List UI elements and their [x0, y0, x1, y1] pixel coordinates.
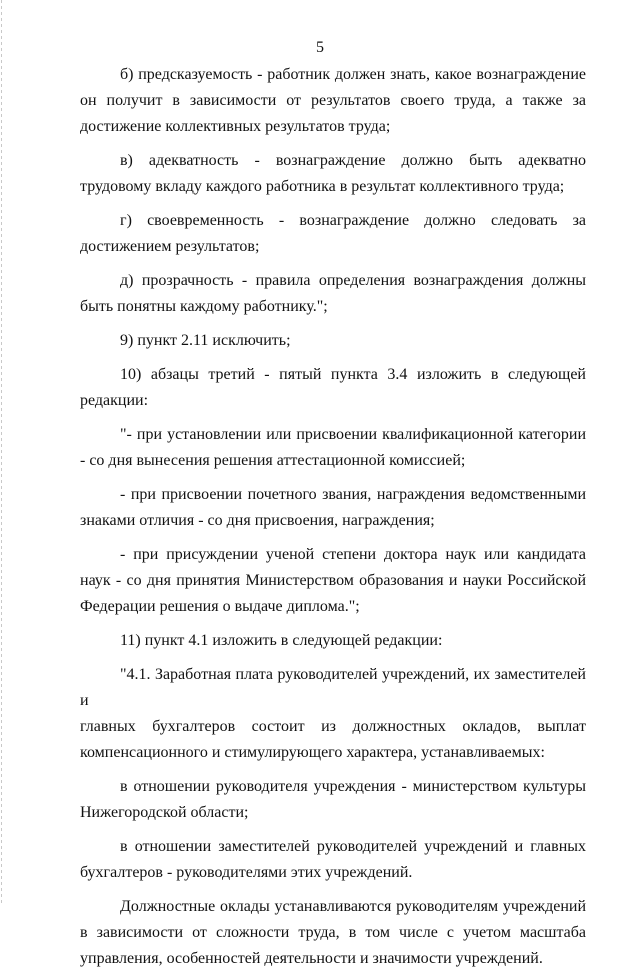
- salary-line-1: "4.1. Заработная плата руководителей учреждений, их заместителей и: [80, 666, 586, 709]
- salary-word: окладов,: [462, 718, 521, 735]
- timeliness-word: следовать: [490, 212, 558, 229]
- timeliness-word: вознаграждение: [299, 212, 410, 229]
- paragraph-item-10: 10) абзацы третий - пятый пункта 3.4 изложить в следующей редакции:: [80, 366, 586, 409]
- scan-edge-line: [1, 0, 2, 905]
- salary-line-3: компенсационного и стимулирующего характера, устанавливаемых:: [80, 744, 545, 761]
- timeliness-word: за: [572, 212, 586, 229]
- paragraph-official-salaries: Должностные оклады устанавливаются руководителям учреждений в зависимости от сложности труда, в том числе с учетом масштаба управления, особенностей деятельности и значимости учреждений.: [80, 898, 586, 967]
- timeliness-word: своевременность: [147, 212, 264, 229]
- salary-word: главных: [80, 718, 136, 735]
- timeliness-continuation: достижением результатов;: [80, 238, 260, 255]
- paragraph-transparency: д) прозрачность - правила определения вознаграждения должны быть понятны каждому работнику.";: [80, 272, 586, 315]
- timeliness-first-line: [80, 208, 586, 234]
- paragraph-adequacy: в) адекватность - вознаграждение должно быть адекватно трудовому вкладу каждого работника в результат коллективного труда;: [80, 152, 586, 195]
- timeliness-word: -: [278, 212, 285, 229]
- page-number: 5: [316, 39, 324, 56]
- timeliness-word: г): [120, 212, 132, 229]
- paragraph-head-of-institution: в отношении руководителя учреждения - министерством культуры Нижегородской области;: [80, 778, 586, 821]
- salary-line-2: [80, 714, 586, 740]
- paragraph-salary-4-1: [80, 662, 586, 766]
- salary-word: бухгалтеров: [152, 718, 236, 735]
- salary-word: состоит: [251, 718, 305, 735]
- salary-word: выплат: [537, 718, 586, 735]
- paragraph-academic-degree: - при присуждении ученой степени доктора наук или кандидата наук - со дня принятия Министерством образования и науки Российской Федерации решения о выдаче диплома.";: [80, 546, 586, 615]
- salary-word: из: [321, 718, 336, 735]
- paragraph-deputies: в отношении заместителей руководителей учреждений и главных бухгалтеров - руководителями этих учреждений.: [80, 838, 586, 881]
- paragraph-predictability: б) предсказуемость - работник должен знать, какое вознаграждение он получит в зависимости от результатов своего труда, а также за достижение коллективных результатов труда;: [80, 66, 586, 135]
- salary-word: должностных: [352, 718, 446, 735]
- paragraph-timeliness: [80, 208, 586, 260]
- timeliness-word: должно: [424, 212, 476, 229]
- paragraph-honorary-title: - при присвоении почетного звания, награждения ведомственными знаками отличия - со дня присвоения, награждения;: [80, 486, 586, 529]
- paragraph-item-11: 11) пункт 4.1 изложить в следующей редакции:: [120, 632, 443, 649]
- paragraph-item-9: 9) пункт 2.11 исключить;: [120, 332, 291, 349]
- paragraph-qualification-category: "- при установлении или присвоении квалификационной категории - со дня вынесения решения аттестационной комиссией;: [80, 426, 586, 469]
- document-body: [80, 62, 586, 980]
